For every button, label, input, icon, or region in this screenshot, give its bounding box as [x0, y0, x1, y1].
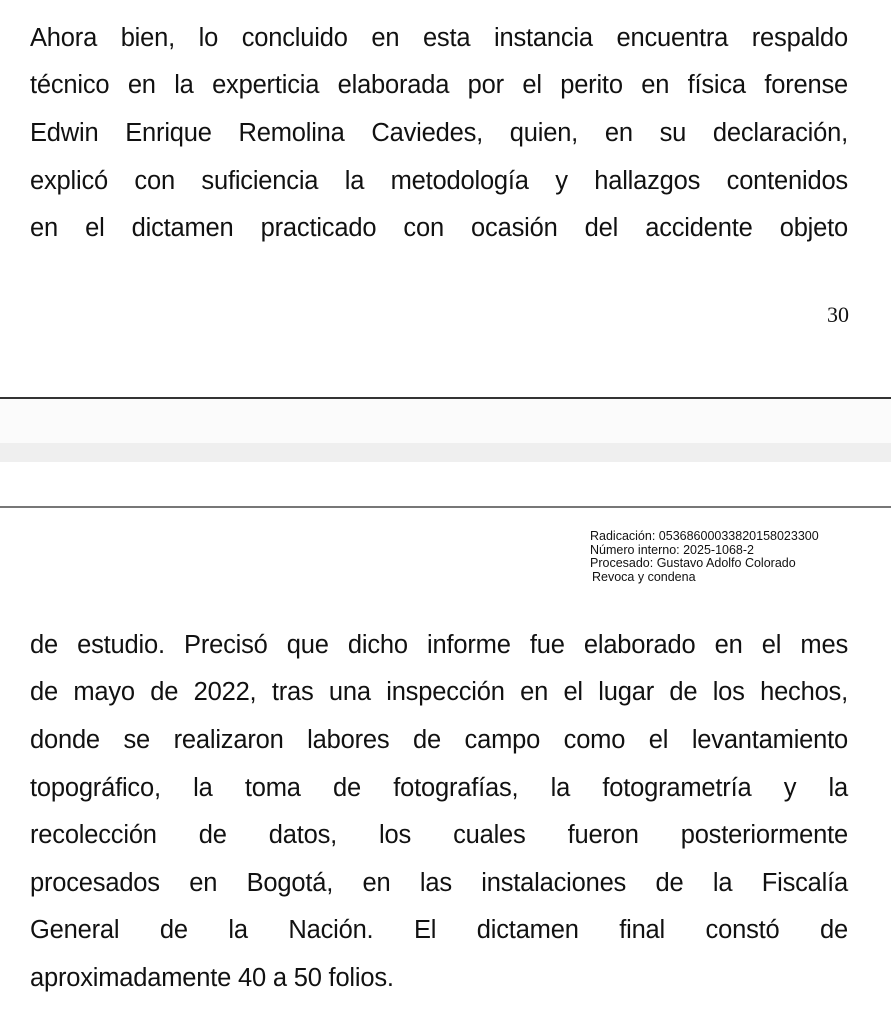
body-text-line: explicó con suficiencia la metodología y hallazgos contenidos [30, 167, 848, 195]
page-number: 30 [827, 302, 849, 327]
body-text-line: en el dictamen practicado con ocasión del accidente objeto [30, 214, 848, 242]
decision-label: Revoca y condena [592, 569, 696, 584]
page-break-bottom-edge [0, 506, 891, 508]
radicacion-label: Radicación: 05368600033820158023300 [590, 529, 819, 543]
body-text-line: procesados en Bogotá, en las instalaciones de la Fiscalía [30, 869, 848, 897]
page-gap [0, 399, 891, 443]
body-text-line: Ahora bien, lo concluido en esta instancia encuentra respaldo [30, 24, 848, 52]
body-text-line: donde se realizaron labores de campo como el levantamiento [30, 726, 848, 754]
body-text-line: técnico en la experticia elaborada por el perito en física forense [30, 71, 848, 99]
body-text-line: topográfico, la toma de fotografías, la fotogrametría y la [30, 774, 848, 802]
procesado-label: Procesado: Gustavo Adolfo Colorado [590, 556, 796, 570]
body-text-line: General de la Nación. El dictamen final constó de [30, 916, 848, 944]
body-text-line: de mayo de 2022, tras una inspección en el lugar de los hechos, [30, 678, 848, 706]
body-text-line: recolección de datos, los cuales fueron posteriormente [30, 821, 848, 849]
body-text-line: Edwin Enrique Remolina Caviedes, quien, en su declaración, [30, 119, 848, 147]
body-text-line: aproximadamente 40 a 50 folios. [30, 964, 394, 992]
numero-interno-label: Número interno: 2025-1068-2 [590, 542, 754, 557]
case-header [590, 530, 819, 584]
body-text-line: de estudio. Precisó que dicho informe fue elaborado en el mes [30, 631, 848, 659]
page-gap-band [0, 443, 891, 462]
